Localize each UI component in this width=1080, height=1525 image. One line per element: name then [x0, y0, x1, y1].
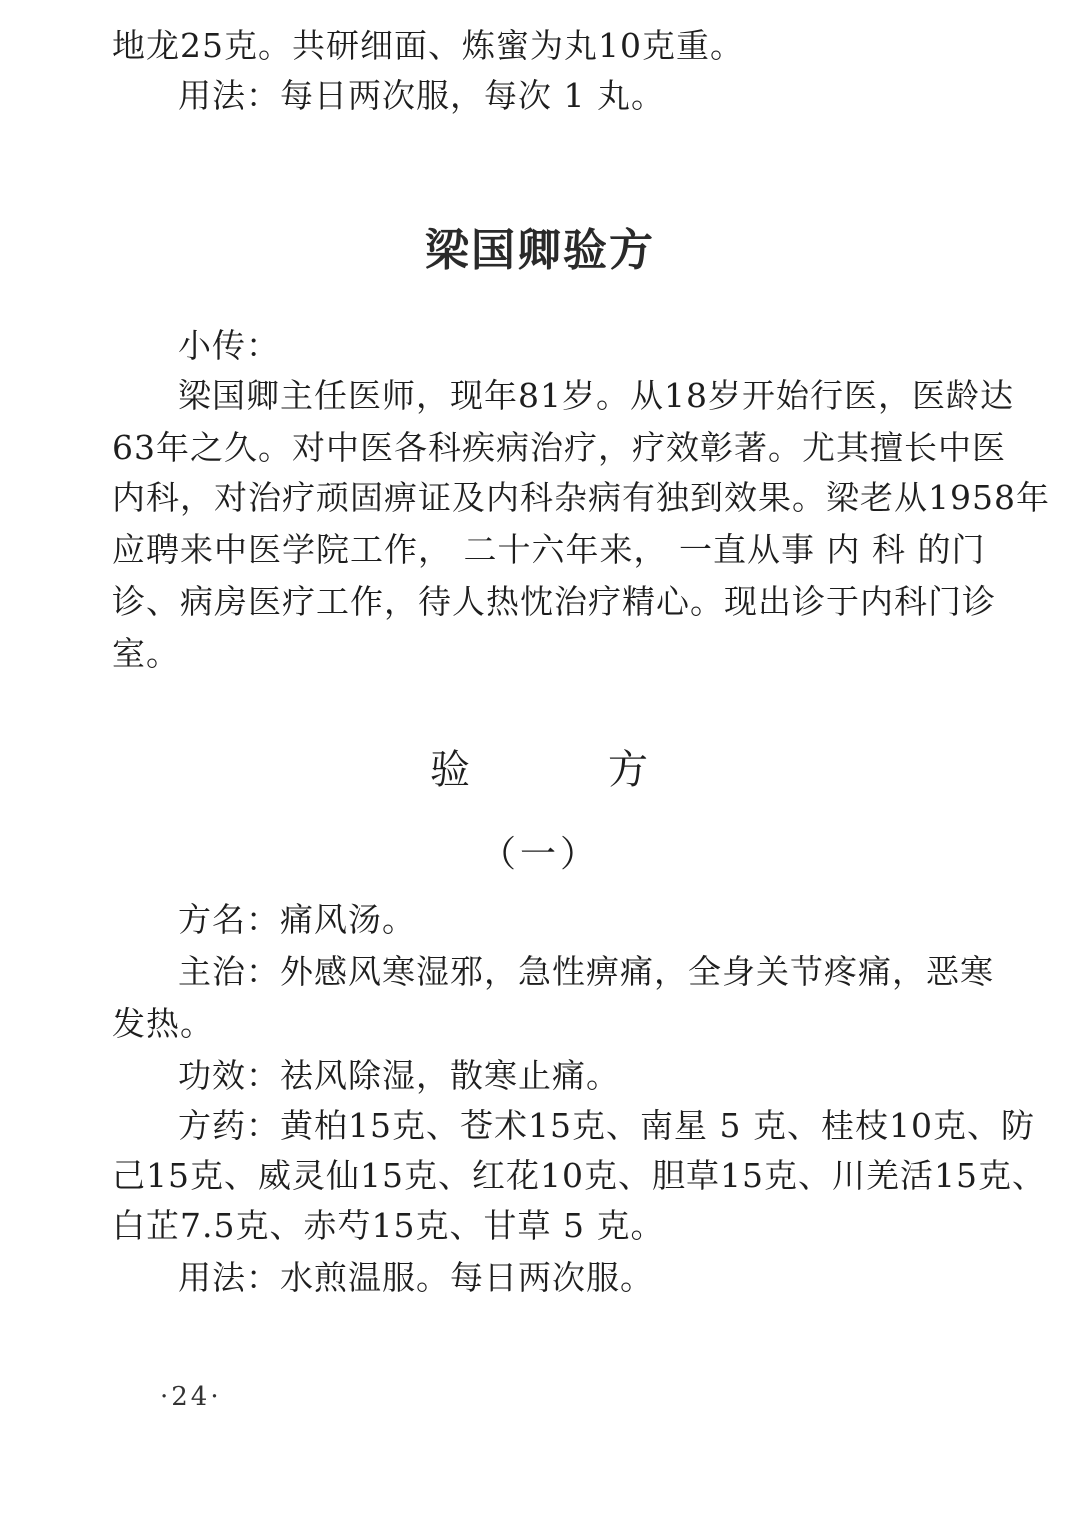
- prescription-name: 方名：痛风汤。: [178, 900, 416, 939]
- prescription-indication-line: 主治：外感风寒湿邪，急性痹痛，全身关节疼痛，恶寒: [178, 952, 994, 991]
- top-fragment-usage-line: 用法：每日两次服，每次 1 丸。: [178, 76, 665, 115]
- prescription-usage: 用法：水煎温服。每日两次服。: [178, 1258, 654, 1297]
- page-number: ·24·: [160, 1382, 222, 1412]
- page-title: 梁国卿验方: [425, 225, 655, 276]
- prescription-ingredient-line: 己15克、威灵仙15克、红花10克、胆草15克、川羌活15克、: [112, 1156, 1046, 1195]
- section-heading: [0, 738, 1080, 795]
- bio-label: 小传：: [178, 326, 280, 365]
- prescription-ingredient-line: 白芷7.5克、赤芍15克、甘草 5 克。: [112, 1206, 665, 1245]
- prescription-ingredient-line: 方药：黄柏15克、苍术15克、南星 5 克、桂枝10克、防: [178, 1106, 1035, 1145]
- prescription-indication-line: 发热。: [112, 1004, 214, 1043]
- prescription-effect: 功效：祛风除湿，散寒止痛。: [178, 1056, 620, 1095]
- top-fragment-line-1: 地龙25克。共研细面、炼蜜为丸10克重。: [112, 26, 744, 65]
- bio-line: 诊、病房医疗工作，待人热忱治疗精心。现出诊于内科门诊: [112, 582, 996, 621]
- section-subheading: （一）: [479, 834, 600, 875]
- bio-line: 室。: [112, 634, 180, 673]
- section-heading-right: 方: [608, 747, 650, 793]
- section-heading-left: 验: [430, 747, 472, 793]
- bio-line: 63年之久。对中医各科疾病治疗，疗效彰著。尤其擅长中医: [112, 428, 1006, 467]
- bio-line: 应聘来中医学院工作， 二十六年来， 一直从事 内 科 的门: [112, 530, 986, 569]
- bio-line: 内科，对治疗顽固痹证及内科杂病有独到效果。梁老从1958年: [112, 478, 1050, 517]
- bio-line: 梁国卿主任医师，现年81岁。从18岁开始行医，医龄达: [178, 376, 1014, 415]
